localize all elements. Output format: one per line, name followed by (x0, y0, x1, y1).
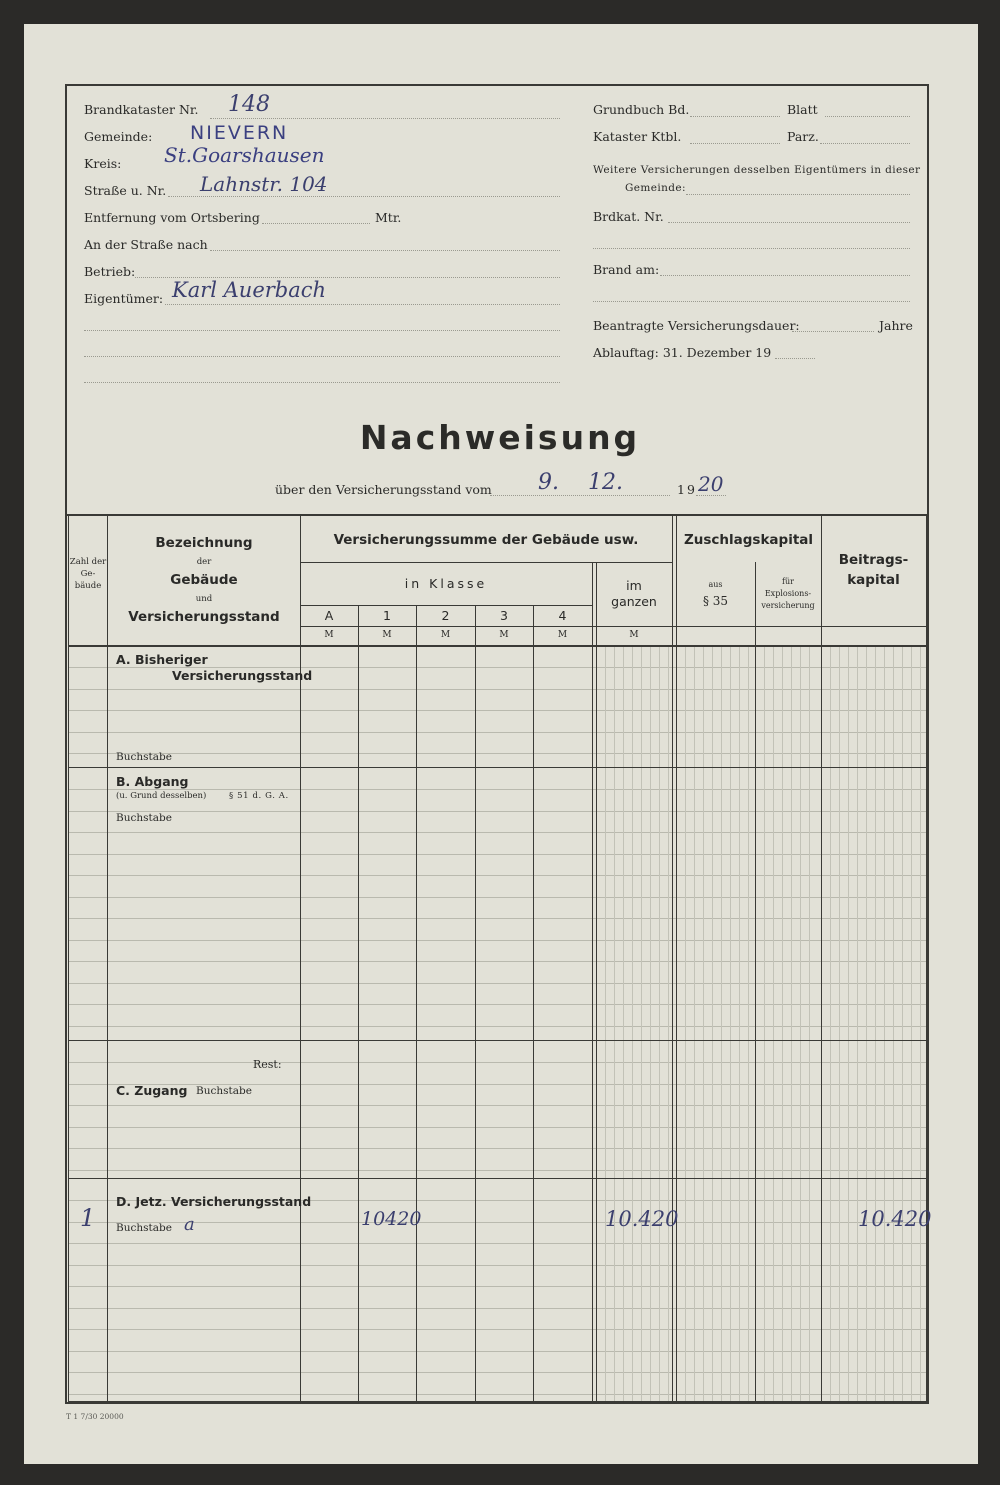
ruling-col (641, 646, 642, 1401)
ruling-line (69, 1243, 926, 1244)
klasse-4: 4 (558, 608, 567, 623)
ruling-col (650, 646, 651, 1401)
klasse-a: A (324, 608, 334, 623)
section-a-buchstabe: Buchstabe (116, 751, 172, 763)
entfernung-label: Entfernung vom Ortsbering (84, 210, 260, 225)
ruling-line (69, 1372, 926, 1373)
ruling-line (69, 789, 926, 790)
ruling-line (69, 832, 926, 833)
ruling-line (69, 854, 926, 855)
col-rule (755, 562, 756, 1402)
dotted-line (593, 301, 910, 302)
betrieb-label: Betrieb: (84, 264, 136, 279)
ruling-line (69, 1329, 926, 1330)
col-header-versicherungssumme: Versicherungssumme der Gebäude usw. (333, 532, 639, 548)
ruling-col (605, 646, 606, 1401)
unit-m: M (440, 630, 451, 640)
ruling-col (685, 646, 686, 1401)
ruling-col (730, 646, 731, 1401)
kreis-stamp: St.Goarshausen (164, 143, 325, 167)
ruling-col (884, 646, 885, 1401)
ruling-line (69, 875, 926, 876)
unit-m: M (382, 630, 392, 640)
ruling-col (659, 646, 660, 1401)
dotted-line (210, 118, 560, 119)
ruling-col (632, 646, 633, 1401)
strasse-label: Straße u. Nr. (84, 183, 167, 198)
col-rule-double (676, 514, 677, 1402)
parz-label: Parz. (787, 129, 819, 144)
ruling-line (69, 1170, 926, 1171)
ruling-col (703, 646, 704, 1401)
ruling-col (782, 646, 783, 1401)
ruling-col (800, 646, 801, 1401)
d-beitrag-value: 10.420 (858, 1207, 932, 1231)
section-b-title: B. Abgang (116, 774, 189, 789)
ruling-col (694, 646, 695, 1401)
ruling-col (809, 646, 810, 1401)
col-rule-double (596, 562, 597, 1402)
ruling-line (69, 961, 926, 962)
col-header-der: der (196, 557, 212, 567)
year-prefix: 19 (677, 482, 697, 497)
unit-m: M (557, 630, 568, 640)
ruling-col (857, 646, 858, 1401)
ruling-col (712, 646, 713, 1401)
entfernung-unit: Mtr. (375, 210, 402, 225)
ruling-line (69, 1062, 926, 1063)
klasse-1: 1 (383, 608, 391, 623)
brdkat-label: Brdkat. Nr. (593, 209, 664, 224)
dotted-line (660, 275, 910, 276)
ruling-col (773, 646, 774, 1401)
col-header-ganzen: ganzen (611, 594, 657, 609)
col-header-und: und (195, 594, 213, 604)
section-d-buchstabe: Buchstabe (116, 1222, 172, 1234)
dotted-line (668, 222, 910, 223)
ruling-line (69, 940, 926, 941)
col-rule (107, 514, 108, 1402)
col-header-in-klasse: in Klasse (404, 576, 488, 591)
d-klasse1-value: 10420 (361, 1208, 422, 1230)
header-rule (300, 605, 592, 606)
section-rule (68, 1040, 926, 1041)
unit-m: M (499, 630, 509, 640)
section-b-buchstabe: Buchstabe (116, 812, 172, 824)
ruling-line (69, 732, 926, 733)
header-bottom-rule (68, 645, 926, 647)
year-value: 20 (698, 472, 724, 496)
kataster-label: Kataster Ktbl. (593, 129, 682, 144)
ruling-line (69, 1265, 926, 1266)
ruling-line (69, 689, 926, 690)
an-der-strasse-label: An der Straße nach (84, 237, 208, 252)
dotted-line (690, 143, 780, 144)
section-d-title: D. Jetz. Versicherungsstand (116, 1194, 312, 1209)
brandkataster-label: Brandkataster Nr. (84, 102, 199, 117)
col-rule (475, 605, 476, 1402)
section-rule (68, 767, 926, 768)
dotted-line (696, 495, 726, 496)
dotted-line (210, 250, 560, 251)
ruling-col (848, 646, 849, 1401)
dotted-line (168, 196, 560, 197)
ruling-line (69, 1394, 926, 1395)
ruling-line (69, 1004, 926, 1005)
ruling-col (748, 646, 749, 1401)
ruling-line (69, 710, 926, 711)
dotted-line (84, 330, 560, 331)
ablauf-label: Ablauftag: 31. Dezember 19 (593, 345, 772, 360)
section-c-buchstabe: Buchstabe (196, 1085, 252, 1097)
ruling-col (911, 646, 912, 1401)
col-header-zahl: Zahl der Ge-bäude (69, 557, 107, 591)
ruling-line (69, 983, 926, 984)
kreis-label: Kreis: (84, 156, 122, 171)
section-a-title: A. Bisheriger (116, 652, 208, 667)
section-b-ref: § 51 d. G. A. (229, 791, 289, 801)
weitere-label-2: Gemeinde: (625, 182, 686, 194)
brand-label: Brand am: (593, 262, 660, 277)
ruling-line (69, 1105, 926, 1106)
header-rule (300, 562, 672, 563)
ruling-line (69, 897, 926, 898)
col-header-par35: § 35 (702, 594, 729, 608)
col-header-fuer: für (782, 577, 794, 586)
ruling-line (69, 1308, 926, 1309)
ruling-line (69, 1148, 926, 1149)
col-rule (821, 514, 822, 1402)
col-header-beitrag-1: Beitrags- (838, 552, 909, 568)
d-zahl-value: 1 (80, 1204, 96, 1232)
eigentuemer-label: Eigentümer: (84, 291, 164, 306)
ruling-col (739, 646, 740, 1401)
ruling-col (623, 646, 624, 1401)
col-rule (358, 605, 359, 1402)
col-rule (300, 514, 301, 1402)
date-value: 9. 12. (538, 470, 623, 495)
dotted-line (690, 116, 780, 117)
ruling-col (791, 646, 792, 1401)
col-rule (68, 514, 69, 1402)
col-header-bezeichnung: Bezeichnung (155, 535, 253, 551)
ruling-col (830, 646, 831, 1401)
weitere-label: Weitere Versicherungen desselben Eigentümers in dieser (593, 164, 921, 176)
ruling-line (69, 811, 926, 812)
rest-label: Rest: (253, 1058, 282, 1071)
ruling-col (875, 646, 876, 1401)
header-rule (300, 626, 926, 627)
dotted-line (84, 382, 560, 383)
unit-m: M (324, 630, 334, 640)
dauer-label: Beantragte Versicherungsdauer: (593, 318, 800, 333)
col-rule (416, 605, 417, 1402)
klasse-2: 2 (441, 608, 450, 623)
ruling-line (69, 1127, 926, 1128)
ruling-col (764, 646, 765, 1401)
col-header-aus: aus (708, 580, 723, 589)
grundbuch-label: Grundbuch Bd. (593, 102, 690, 117)
dotted-line (792, 331, 874, 332)
col-header-gebaeude: Gebäude (170, 572, 238, 588)
dotted-line (593, 248, 910, 249)
section-b-sub: (u. Grund desselben) (116, 791, 207, 801)
col-rule (672, 514, 673, 1402)
page-title: Nachweisung (359, 418, 641, 457)
ruling-line (69, 918, 926, 919)
ruling-col (721, 646, 722, 1401)
col-header-explosion-1: Explosions- (764, 589, 812, 598)
ruling-col (614, 646, 615, 1401)
col-rule (592, 562, 593, 1402)
ruling-col (902, 646, 903, 1401)
table-top-rule (65, 514, 929, 516)
eigentuemer-value: Karl Auerbach (172, 278, 327, 302)
section-a-subtitle: Versicherungsstand (172, 668, 313, 683)
col-header-beitrag-2: kapital (847, 572, 900, 588)
dotted-line (165, 304, 560, 305)
subtitle-prefix: über den Versicherungsstand vom (275, 482, 492, 497)
ruling-line (69, 1026, 926, 1027)
ruling-line (69, 753, 926, 754)
strasse-value: Lahnstr. 104 (200, 172, 328, 196)
ruling-line (69, 1222, 926, 1223)
footer-code: T 1 7/30 20000 (66, 1412, 124, 1421)
col-header-im: im (626, 578, 642, 593)
blatt-label: Blatt (787, 102, 818, 117)
ruling-col (920, 646, 921, 1401)
dotted-line (490, 495, 670, 496)
col-header-zuschlag: Zuschlagskapital (683, 532, 814, 548)
dotted-line (686, 194, 910, 195)
ruling-line (69, 1286, 926, 1287)
col-header-explosion-2: versicherung (761, 601, 815, 610)
table-bottom-rule (68, 1401, 926, 1403)
brandkataster-value: 148 (228, 92, 270, 117)
gemeinde-stamp: NIEVERN (190, 122, 289, 144)
col-header-versicherungsstand: Versicherungsstand (128, 609, 280, 625)
ruling-col (839, 646, 840, 1401)
unit-m: M (629, 630, 639, 640)
section-d-letter: a (184, 1214, 195, 1235)
dotted-line (775, 358, 815, 359)
section-rule (68, 1178, 926, 1179)
dauer-unit: Jahre (879, 318, 913, 333)
dotted-line (820, 143, 910, 144)
dotted-line (825, 116, 910, 117)
ruling-col (668, 646, 669, 1401)
gemeinde-label: Gemeinde: (84, 129, 153, 144)
ruling-col (893, 646, 894, 1401)
section-c-title: C. Zugang (116, 1083, 188, 1098)
ruling-line (69, 1351, 926, 1352)
ruling-col (866, 646, 867, 1401)
klasse-3: 3 (500, 608, 508, 623)
dotted-line (84, 356, 560, 357)
col-rule (926, 514, 927, 1402)
dotted-line (262, 223, 370, 224)
col-rule (533, 605, 534, 1402)
d-im-ganzen-value: 10.420 (605, 1207, 679, 1231)
